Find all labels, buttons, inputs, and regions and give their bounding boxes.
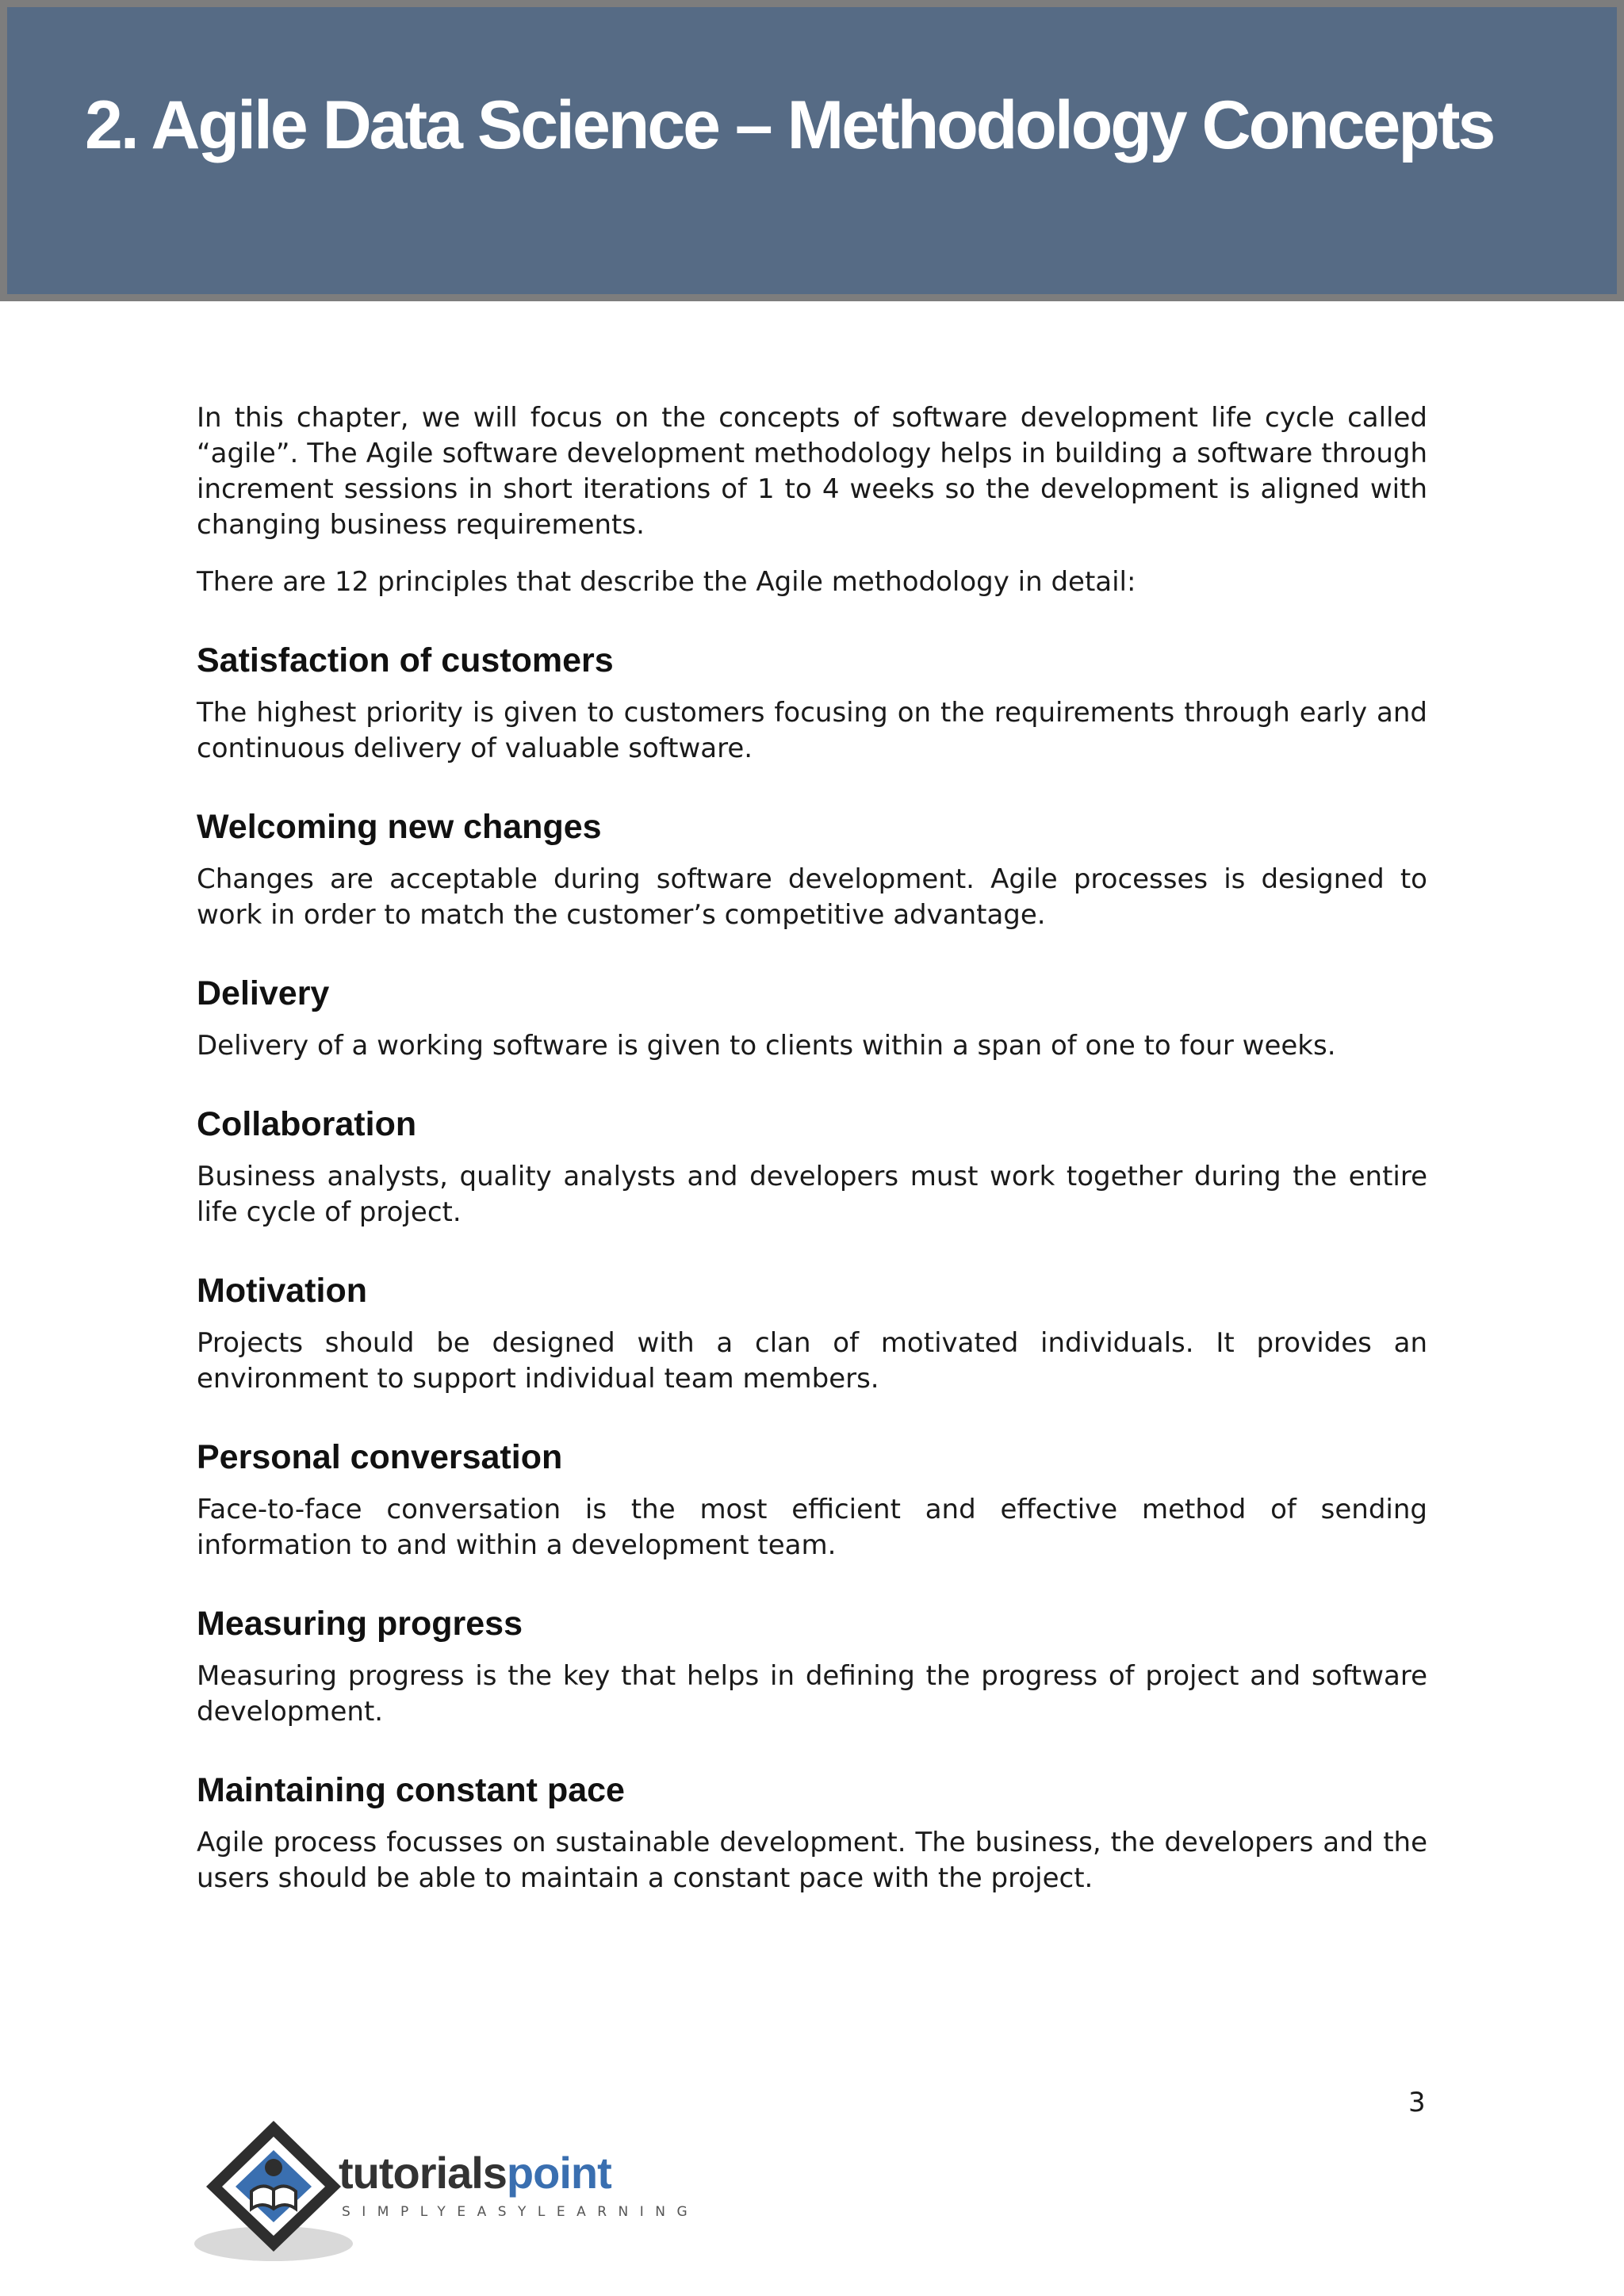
- section-satisfaction-of-customers: [197, 638, 1427, 767]
- logo-tagline: SIMPLYEASYLEARNING: [342, 2204, 699, 2220]
- section-heading: Personal conversation: [197, 1438, 563, 1476]
- page-content: [197, 400, 1427, 1896]
- section-text: The highest priority is given to customers focusing on the requirements through early and continuous delivery of valuable software.: [197, 697, 1427, 764]
- chapter-title: 2. Agile Data Science – Methodology Concepts: [85, 87, 1494, 163]
- intro-paragraph: In this chapter, we will focus on the concepts of software development life cycle called “agile”. The Agile software development methodology helps in building a software through increment sessions in short iterations of 1 to 4 weeks so the development is aligned with changing business requirements.: [197, 402, 1427, 541]
- intro-principles-line: There are 12 principles that describe the Agile methodology in detail:: [197, 566, 1136, 598]
- chapter-banner: [0, 0, 1624, 301]
- section-heading: Measuring progress: [197, 1605, 523, 1643]
- section-heading: Motivation: [197, 1272, 367, 1310]
- section-text: Agile process focusses on sustainable development. The business, the developers and the users should be able to maintain a constant pace with the project.: [197, 1827, 1427, 1894]
- section-welcoming-new-changes: [197, 805, 1427, 933]
- section-text: Delivery of a working software is given to clients within a span of one to four weeks.: [197, 1030, 1336, 1062]
- page-number: 3: [1408, 2087, 1426, 2118]
- section-text: Measuring progress is the key that helps in defining the progress of project and software development.: [197, 1660, 1427, 1728]
- logo-wordmark-accent: point: [506, 2148, 611, 2198]
- section-heading: Welcoming new changes: [197, 808, 602, 846]
- logo-person-head: [265, 2159, 282, 2176]
- logo-wordmark: [339, 2148, 611, 2198]
- section-text: Projects should be designed with a clan of motivated individuals. It provides an environment to support individual team members.: [197, 1327, 1427, 1395]
- tutorialspoint-logo: [194, 2109, 702, 2267]
- section-text: Changes are acceptable during software development. Agile processes is designed to work in order to match the customer’s competitive advantage.: [197, 863, 1427, 931]
- section-heading: Maintaining constant pace: [197, 1771, 625, 1809]
- section-motivation: [197, 1269, 1427, 1397]
- logo-wordmark-dark: tutorials: [339, 2148, 507, 2198]
- section-maintaining-constant-pace: [197, 1768, 1427, 1896]
- section-heading: Collaboration: [197, 1105, 417, 1143]
- section-measuring-progress: [197, 1601, 1427, 1730]
- section-delivery: [197, 971, 1427, 1064]
- section-heading: Delivery: [197, 974, 330, 1012]
- section-collaboration: [197, 1102, 1427, 1230]
- section-text: Business analysts, quality analysts and developers must work together during the entire life cycle of project.: [197, 1161, 1427, 1228]
- section-heading: Satisfaction of customers: [197, 641, 614, 679]
- section-text: Face-to-face conversation is the most efficient and effective method of sending information to and within a development team.: [197, 1494, 1427, 1561]
- section-personal-conversation: [197, 1435, 1427, 1563]
